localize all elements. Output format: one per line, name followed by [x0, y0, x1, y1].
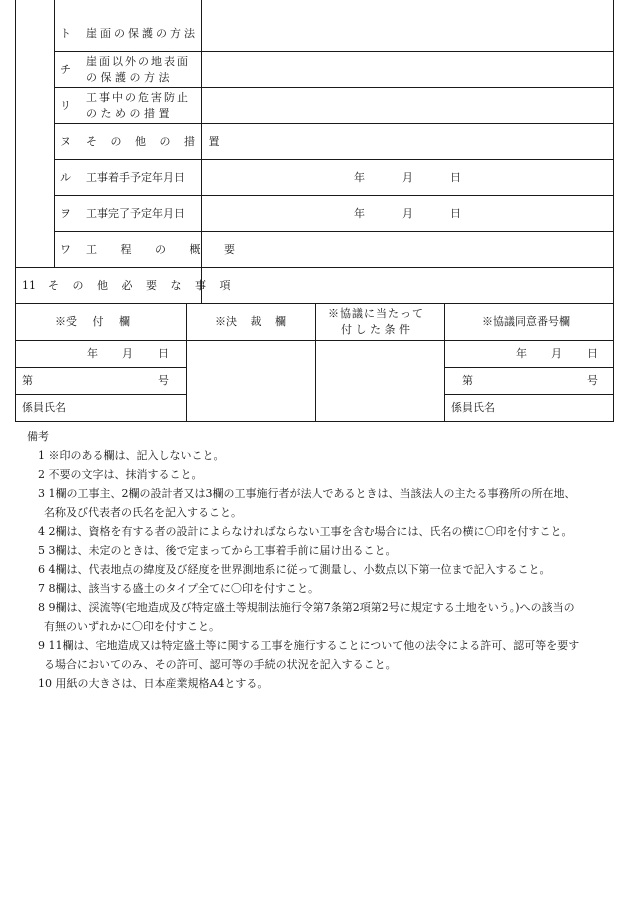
- header-kessai: ※決 裁 欄: [215, 315, 286, 328]
- row-mark-wa: ワ: [60, 243, 71, 256]
- row-label-chi-line2: の 保 護 の 方 法: [86, 71, 170, 84]
- row-mark-wo: ヲ: [60, 207, 71, 220]
- table-border-left: [15, 0, 16, 422]
- table-rule: [54, 87, 614, 88]
- row-mark-nu: ヌ: [60, 135, 71, 148]
- table-rule: [54, 159, 614, 160]
- table-rule: [54, 231, 614, 232]
- row-label-wo: 工事完了予定年月日: [86, 207, 185, 220]
- row-label-11: そ の 他 必 要 な 事 項: [48, 279, 236, 292]
- ru-day: 日: [450, 171, 461, 184]
- row-num-11: 11: [22, 279, 36, 292]
- uketsuke-month: 月: [122, 347, 133, 360]
- doi-month: 月: [551, 347, 562, 360]
- table-divider-office: [315, 303, 316, 422]
- table-rule: [54, 51, 614, 52]
- table-rule: [54, 195, 614, 196]
- remark-item: る場合においてのみ、その許可、認可等の手続の状況を記入すること。: [44, 658, 397, 671]
- ru-month: 月: [402, 171, 413, 184]
- header-kyogi-line2: 付 し た 条 件: [341, 323, 410, 336]
- row-mark-ru: ル: [60, 171, 71, 184]
- doi-year: 年: [516, 347, 527, 360]
- remarks-title: 備考: [27, 430, 49, 443]
- row-label-ri-line2: の た め の 措 置: [86, 107, 170, 120]
- remark-item: 8 9欄は、渓流等(宅地造成及び特定盛土等規制法施行令第7条第2項第2号に規定する土地をいう。)への該当の: [38, 601, 575, 614]
- table-divider-office: [444, 303, 445, 422]
- row-label-chi-line1: 崖面以外の地表面: [86, 55, 190, 68]
- uketsuke-day: 日: [158, 347, 169, 360]
- remark-item: 5 3欄は、未定のときは、後で定まってから工事着手前に届け出ること。: [38, 544, 397, 557]
- table-rule: [444, 394, 614, 395]
- wo-day: 日: [450, 207, 461, 220]
- uketsuke-dai: 第: [22, 374, 33, 387]
- row-label-to: 崖面の保護の方法: [86, 27, 198, 40]
- header-uketsuke: ※受 付 欄: [55, 315, 130, 328]
- table-divider-label: [201, 0, 202, 304]
- doi-kakari: 係員氏名: [451, 401, 495, 414]
- table-divider-sub: [54, 0, 55, 268]
- remark-item: 10 用紙の大きさは、日本産業規格A4とする。: [38, 677, 269, 690]
- remark-item: 2 不要の文字は、抹消すること。: [38, 468, 203, 481]
- doi-go: 号: [587, 374, 598, 387]
- header-doi: ※協議同意番号欄: [482, 315, 570, 328]
- table-border-right: [613, 0, 614, 422]
- remark-item: 4 2欄は、資格を有する者の設計によらなければならない工事を含む場合には、氏名の横に〇印を付すこと。: [38, 525, 573, 538]
- uketsuke-go: 号: [158, 374, 169, 387]
- table-rule: [15, 367, 186, 368]
- remark-item: 9 11欄は、宅地造成又は特定盛土等に関する工事を施行することについて他の法令による許可、認可等を要す: [38, 639, 580, 652]
- doi-dai: 第: [462, 374, 473, 387]
- wo-month: 月: [402, 207, 413, 220]
- table-rule: [15, 394, 186, 395]
- row-mark-ri: リ: [60, 99, 71, 112]
- doi-day: 日: [587, 347, 598, 360]
- remark-item: 7 8欄は、該当する盛土のタイプ全てに〇印を付すこと。: [38, 582, 319, 595]
- row-label-ri-line1: 工事中の危害防止: [86, 91, 190, 104]
- remark-item: 1 ※印のある欄は、記入しないこと。: [38, 449, 225, 462]
- remark-item: 3 1欄の工事主、2欄の設計者又は3欄の工事施行者が法人であるときは、当該法人の主たる事務所の所在地、: [38, 487, 576, 500]
- remark-item: 6 4欄は、代表地点の緯度及び経度を世界測地系に従って測量し、小数点以下第一位まで記入すること。: [38, 563, 551, 576]
- row-mark-to: ト: [60, 27, 71, 40]
- remark-item: 有無のいずれかに〇印を付すこと。: [44, 620, 220, 633]
- table-rule: [54, 123, 614, 124]
- header-kyogi-line1: ※協議に当たって: [328, 307, 424, 320]
- ru-year: 年: [354, 171, 365, 184]
- table-rule: [444, 367, 614, 368]
- wo-year: 年: [354, 207, 365, 220]
- table-rule: [15, 267, 614, 268]
- remark-item: 名称及び代表者の氏名を記入すること。: [44, 506, 242, 519]
- uketsuke-kakari: 係員氏名: [22, 401, 66, 414]
- uketsuke-year: 年: [87, 347, 98, 360]
- table-divider-office: [186, 303, 187, 422]
- row-label-nu: そ の 他 の 措 置: [86, 135, 225, 148]
- row-mark-chi: チ: [60, 63, 71, 76]
- row-label-wa: 工 程 の 概 要: [86, 243, 245, 256]
- row-label-ru: 工事着手予定年月日: [86, 171, 185, 184]
